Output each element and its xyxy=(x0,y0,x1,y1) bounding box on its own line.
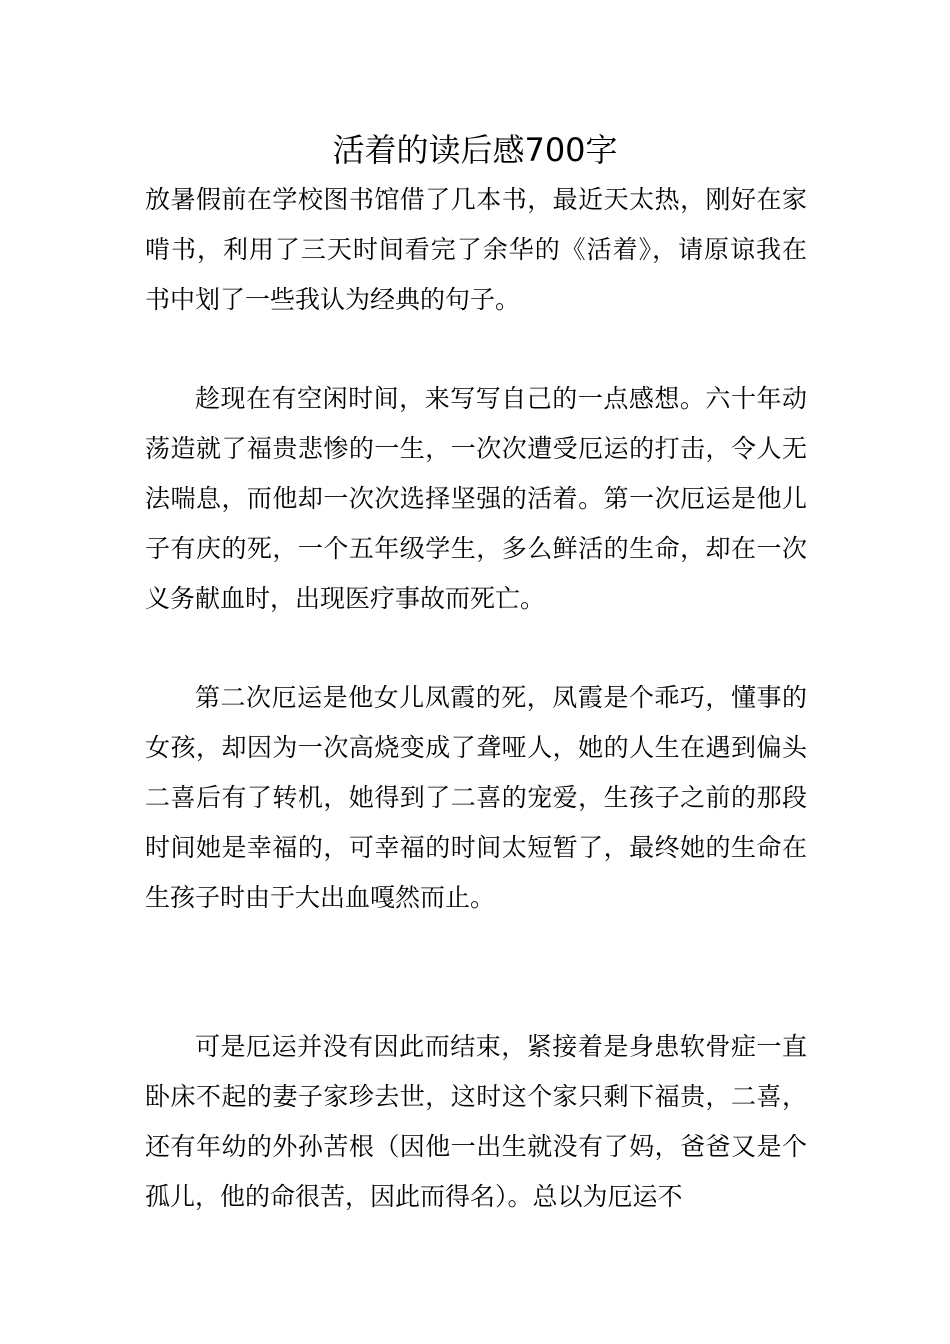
document-title: 活着的读后感700字 xyxy=(332,131,618,169)
paragraph-4: 可是厄运并没有因此而结束，紧接着是身患软骨症一直卧床不起的妻子家珍去世，这时这个家只剩下福贵，二喜，还有年幼的外孙苦根（因他一出生就没有了妈，爸爸又是个孤儿，他的命很苦，因此而得名）。总以为厄运不 xyxy=(145,1032,807,1211)
paragraph-1: 放暑假前在学校图书馆借了几本书，最近天太热，刚好在家啃书，利用了三天时间看完了余华的《活着》，请原谅我在书中划了一些我认为经典的句子。 xyxy=(145,185,807,314)
paragraph-3: 第二次厄运是他女儿凤霞的死，凤霞是个乖巧，懂事的女孩，却因为一次高烧变成了聋哑人，她的人生在遇到偏头二喜后有了转机，她得到了二喜的宠爱，生孩子之前的那段时间她是幸福的，可幸福的时间太短暂了，最终她的生命在生孩子时由于大出血嘎然而止。 xyxy=(145,683,807,912)
paragraph-2: 趁现在有空闲时间，来写写自己的一点感想。六十年动荡造就了福贵悲惨的一生，一次次遭受厄运的打击，令人无法喘息，而他却一次次选择坚强的活着。第一次厄运是他儿子有庆的死，一个五年级学生，多么鲜活的生命，却在一次义务献血时，出现医疗事故而死亡。 xyxy=(145,384,807,613)
